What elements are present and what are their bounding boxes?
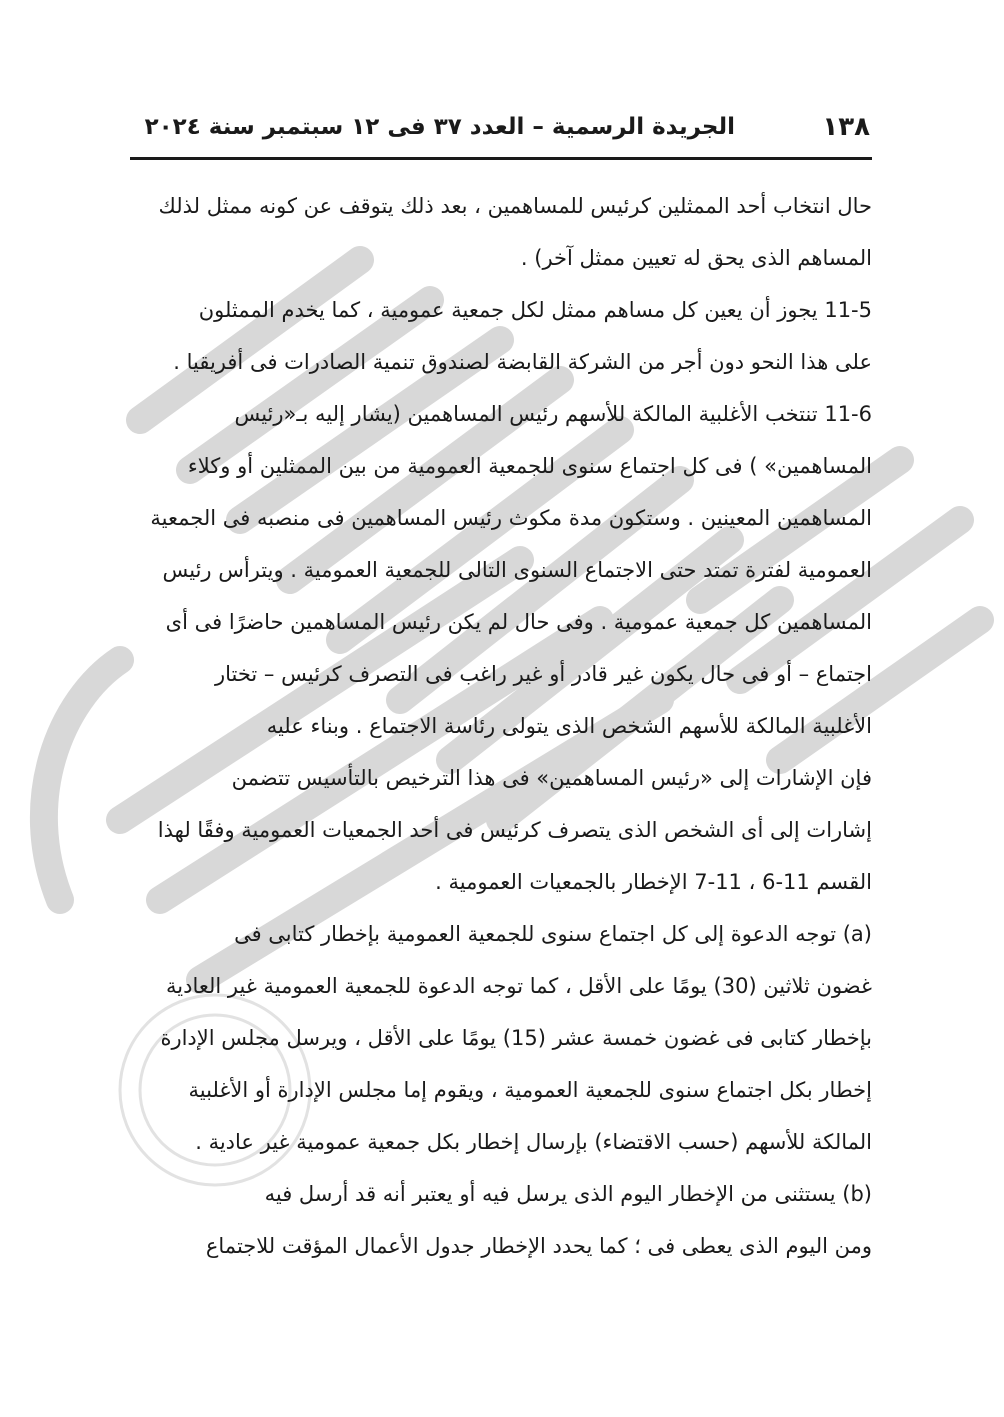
- text-line: المساهم الذى يحق له تعيين ممثل آخر) .: [520, 246, 872, 270]
- header-divider: [130, 157, 872, 160]
- text-line: القسم 11-6 ، 11-7 الإخطار بالجمعيات العمومية .: [435, 870, 872, 894]
- text-line: حال انتخاب أحد الممثلين كرئيس للمساهمين ، بعد ذلك يتوقف عن كونه ممثل لذلك: [158, 194, 872, 218]
- text-line: ومن اليوم الذى يعطى فى ؛ كما يحدد الإخطار جدول الأعمال المؤقت للاجتماع: [205, 1234, 872, 1258]
- text-line: إخطار بكل اجتماع سنوى للجمعية العمومية ، ويقوم إما مجلس الإدارة أو الأغلبية: [188, 1078, 872, 1102]
- text-line: الأغلبية المالكة للأسهم الشخص الذى يتولى رئاسة الاجتماع . وبناء عليه: [266, 714, 872, 738]
- text-line: المالكة للأسهم (حسب الاقتضاء) بإرسال إخطار بكل جمعية عمومية غير عادية .: [195, 1130, 872, 1154]
- page-header: [130, 112, 870, 148]
- text-line: غضون ثلاثين (30) يومًا على الأقل ، كما توجه الدعوة للجمعية العمومية غير العادية: [166, 974, 872, 998]
- clause-11-5: 11-5 يجوز أن يعين كل مساهم ممثل لكل جمعية عمومية ، كما يخدم الممثلون: [198, 298, 872, 322]
- text-line: على هذا النحو دون أجر من الشركة القابضة لصندوق تنمية الصادرات فى أفريقيا .: [173, 350, 872, 374]
- text-line: المساهمين المعينين . وستكون مدة مكوث رئيس المساهمين فى منصبه فى الجمعية: [150, 506, 872, 530]
- text-line: المساهمين» ) فى كل اجتماع سنوى للجمعية العمومية من بين الممثلين أو وكلاء: [187, 454, 872, 478]
- gazette-title: الجريدة الرسمية – العدد ٣٧ فى ١٢ سبتمبر سنة ٢٠٢٤: [144, 114, 735, 140]
- text-line: بإخطار كتابى فى غضون خمسة عشر (15) يومًا على الأقل ، ويرسل مجلس الإدارة: [160, 1026, 872, 1050]
- document-body: [132, 180, 872, 1272]
- text-line: إشارات إلى أى الشخص الذى يتصرف كرئيس فى أحد الجمعيات العمومية وفقًا لهذا: [157, 818, 872, 842]
- clause-a: (a) توجه الدعوة إلى كل اجتماع سنوى للجمعية العمومية بإخطار كتابى فى: [234, 922, 872, 946]
- text-line: المساهمين كل جمعية عمومية . وفى حال لم يكن رئيس المساهمين حاضرًا فى أى: [165, 610, 872, 634]
- text-line: اجتماع – أو فى حال يكون غير قادر أو غير راغب فى التصرف كرئيس – تختار: [214, 662, 872, 686]
- clause-11-6: 11-6 تنتخب الأغلبية المالكة للأسهم رئيس المساهمين (يشار إليه بـ«رئيس: [234, 402, 872, 426]
- page-number: ١٣٨: [822, 112, 870, 142]
- clause-b: (b) يستثنى من الإخطار اليوم الذى يرسل فيه أو يعتبر أنه قد أرسل فيه: [264, 1182, 872, 1206]
- text-line: فإن الإشارات إلى «رئيس المساهمين» فى هذا الترخيص بالتأسيس تتضمن: [231, 766, 872, 790]
- text-line: العمومية لفترة تمتد حتى الاجتماع السنوى التالى للجمعية العمومية . ويترأس رئيس: [162, 558, 872, 582]
